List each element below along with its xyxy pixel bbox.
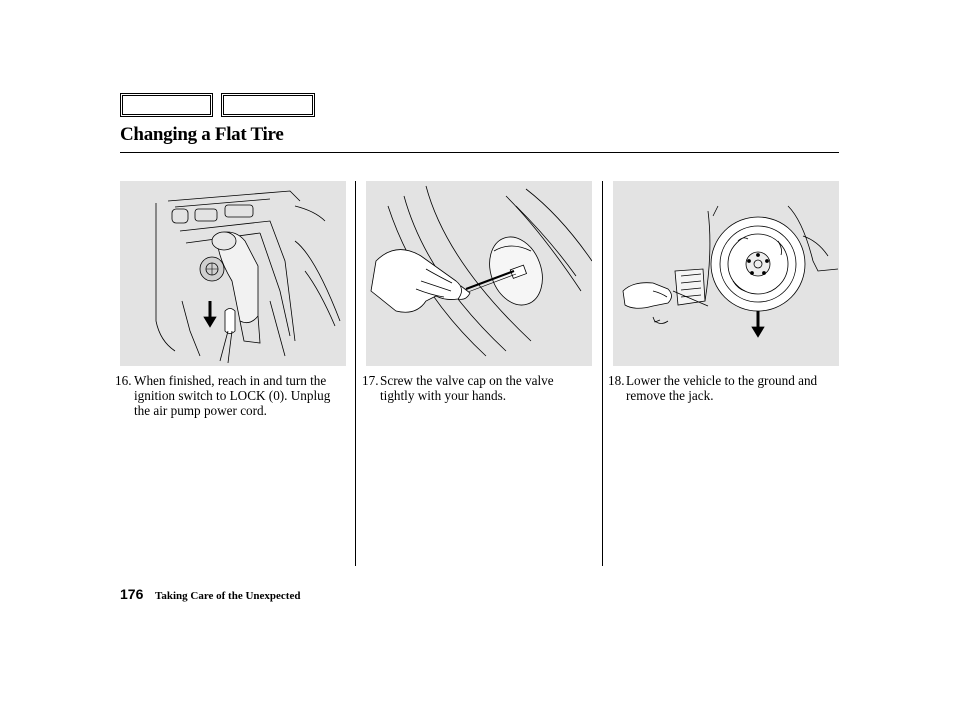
step-17 xyxy=(362,373,588,403)
section-name: Taking Care of the Unexpected xyxy=(155,590,301,602)
title-divider xyxy=(120,152,839,153)
step-18 xyxy=(608,373,834,403)
column-divider xyxy=(602,181,603,566)
console-ignition-illustration xyxy=(120,181,346,366)
step-16 xyxy=(115,373,341,419)
previous-page-button[interactable] xyxy=(120,93,213,117)
step-text: Lower the vehicle to the ground and remove the jack. xyxy=(626,373,818,404)
step-text: When finished, reach in and turn the ignition switch to LOCK (0). Unplug the air pump power cord. xyxy=(134,373,331,419)
step-number: 16. xyxy=(115,373,132,388)
valve-cap-illustration xyxy=(366,181,592,366)
page-number: 176 xyxy=(120,586,144,602)
step-text: Screw the valve cap on the valve tightly with your hands. xyxy=(380,373,554,404)
next-page-button[interactable] xyxy=(221,93,315,117)
step-number: 18. xyxy=(608,373,625,388)
page-title: Changing a Flat Tire xyxy=(120,124,284,145)
lower-vehicle-illustration xyxy=(613,181,839,366)
column-divider xyxy=(355,181,356,566)
step-number: 17. xyxy=(362,373,379,388)
